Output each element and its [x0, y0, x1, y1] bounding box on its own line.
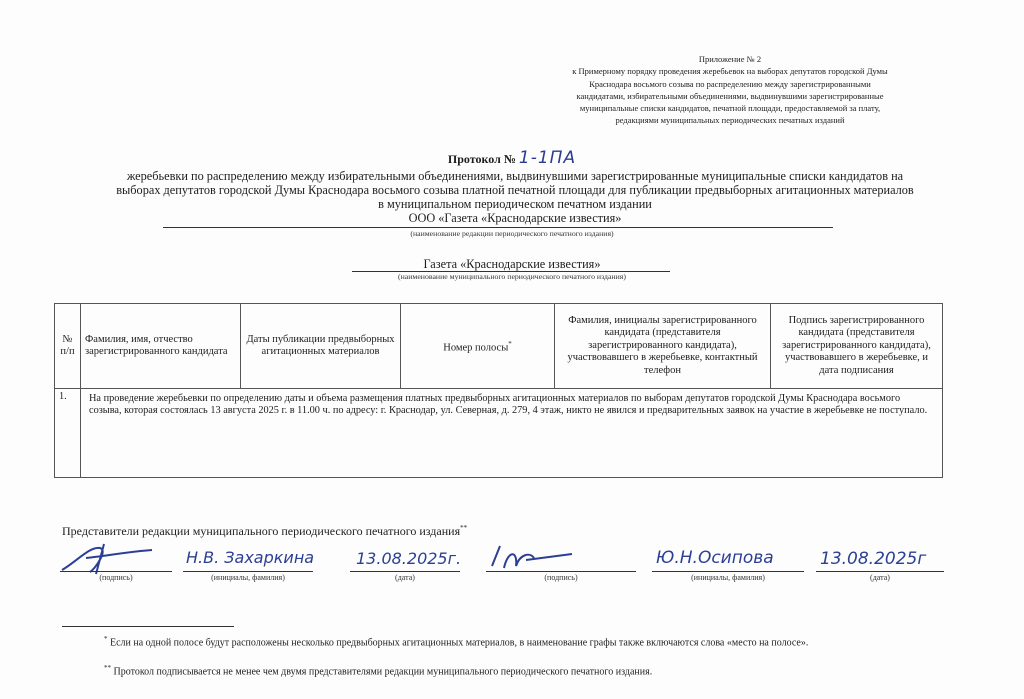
representatives-heading-text: Представители редакции муниципального периодического печатного издания	[62, 524, 461, 538]
label-date: (дата)	[870, 573, 890, 582]
appendix-line: Приложение № 2	[698, 54, 762, 64]
footnote-2-mark: **	[104, 664, 111, 672]
second-rep-name: Ю.Н.Осипова	[656, 548, 774, 568]
draw-results-table	[54, 303, 943, 478]
footnote-separator	[62, 626, 234, 627]
protocol-number-handwritten: 1-1ПА	[518, 148, 577, 168]
row-num: 1.	[55, 389, 81, 478]
header-page-number	[401, 304, 555, 389]
editorial-underline	[163, 227, 833, 228]
protocol-title-text: Протокол №	[447, 152, 516, 166]
representatives-heading-mark: **	[460, 524, 468, 532]
subject-line: выборах депутатов городской Думы Краснодара восьмого созыва платной печатной площади для публикации предвыборных агитационных материалов	[116, 183, 914, 197]
label-initials: (инициалы, фамилия)	[211, 573, 285, 582]
header-dates: Даты публикации предвыборных агитационных материалов	[241, 304, 401, 389]
appendix-line: муниципальные списки кандидатов, печатной площади, предоставляемой за плату,	[579, 103, 881, 114]
table-header-row	[55, 304, 943, 389]
subject-line: жеребьевки по распределению между избирательными объединениями, выдвинувшими зарегистрированные муниципальные списки кандидатов на	[126, 169, 904, 183]
header-page-number-text: Номер полосы	[443, 342, 509, 353]
label-initials: (инициалы, фамилия)	[691, 573, 765, 582]
subject-line: в муниципальном периодическом печатном издании	[378, 197, 652, 211]
header-num: № п/п	[55, 304, 81, 389]
second-rep-date: 13.08.2025г	[820, 549, 927, 569]
row-text-content: На проведение жеребьевки по определению даты и объема размещения платных предвыборных агитационных материалов по выборам депутатов городской Думы Краснодара восьмого созыва, которая состоялась 13 августа 2025 г. в 11.00 ч. по адресу: г. Краснодар, ул. Северная, д. 279, 4 этаж, никто не явился и предварительных заявок на участие в жеребьевке не поступало.	[89, 393, 928, 416]
editorial-caption: (наименование редакции периодического печатного издания)	[410, 229, 614, 238]
initials-line	[183, 571, 313, 572]
first-rep-date: 13.08.2025г.	[356, 549, 462, 568]
editorial-name: ООО «Газета «Краснодарские известия»	[408, 211, 622, 225]
protocol-title	[0, 148, 1024, 168]
date-line	[816, 571, 944, 572]
header-candidate: Фамилия, имя, отчество зарегистрированного кандидата	[81, 304, 241, 389]
first-rep-name: Н.В. Захаркина	[186, 548, 315, 567]
header-representative: Фамилия, инициалы зарегистрированного кандидата (представителя зарегистрированного кандидата), участвовавшего в жеребьевке, контактный телефон	[555, 304, 771, 389]
footnote-1-mark: *	[104, 635, 108, 643]
appendix-line: кандидатами, избирательными объединениями, выдвинувшими зарегистрированные	[576, 90, 884, 101]
label-signature: (подпись)	[99, 573, 133, 582]
publication-caption: (наименование муниципального периодического печатного издания)	[398, 272, 626, 281]
footnote-1-text: Если на одной полосе будут расположены несколько предвыборных агитационных материалов, в наименование графы также включаются слова «место на полосе».	[110, 637, 809, 649]
label-date: (дата)	[395, 573, 415, 582]
signature-line	[486, 571, 636, 572]
appendix-line: Краснодара восьмого созыва по распределению между зарегистрированными	[589, 78, 871, 89]
footnote-1	[62, 633, 942, 649]
header-page-number-mark: *	[508, 339, 512, 348]
signature-scribble-1	[56, 538, 166, 578]
label-signature: (подпись)	[544, 573, 578, 582]
protocol-subject	[40, 169, 990, 225]
appendix-line: к Примерному порядку проведения жеребьевок на выборах депутатов городской Думы	[572, 66, 888, 77]
initials-line	[652, 571, 804, 572]
date-line	[350, 571, 460, 572]
appendix-line: редакциями муниципальных периодических печатных изданий	[615, 115, 845, 126]
footnote-2	[104, 662, 944, 678]
table-row	[55, 389, 943, 478]
header-signature: Подпись зарегистрированного кандидата (представителя зарегистрированного кандидата), участвовавшего в жеребьевке, и дата подписания	[771, 304, 943, 389]
representatives-heading	[62, 524, 467, 539]
appendix-note	[520, 53, 940, 127]
footnote-2-text: Протокол подписывается не менее чем двумя представителями редакции муниципального периодического печатного издания.	[113, 666, 653, 678]
publication-name: Газета «Краснодарские известия»	[423, 257, 601, 271]
row-text	[81, 389, 943, 478]
signature-line	[60, 571, 172, 572]
